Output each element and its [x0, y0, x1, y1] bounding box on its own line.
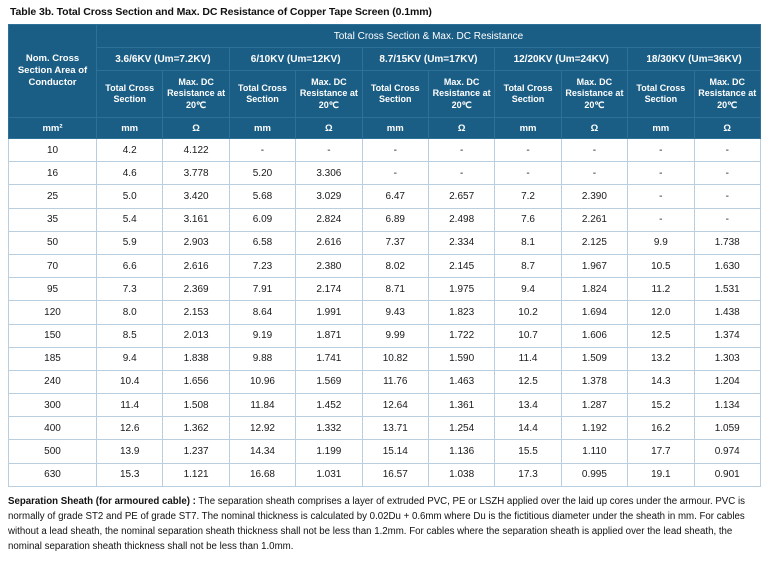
cell-total-cross-section: 11.76 — [362, 370, 428, 393]
cell-max-dc-resistance: - — [694, 162, 760, 185]
cell-max-dc-resistance: - — [694, 139, 760, 162]
cell-nom-cross-section: 120 — [9, 301, 97, 324]
cell-total-cross-section: - — [628, 139, 694, 162]
cell-total-cross-section: 9.19 — [229, 324, 295, 347]
cell-max-dc-resistance: 3.306 — [296, 162, 362, 185]
cell-total-cross-section: 15.14 — [362, 440, 428, 463]
sub-header-cross-4: Total Cross Section — [495, 71, 561, 118]
separation-sheath-note — [8, 494, 760, 554]
cell-total-cross-section: 16.57 — [362, 463, 428, 486]
table-body — [9, 139, 761, 487]
cell-total-cross-section: 7.6 — [495, 208, 561, 231]
cell-total-cross-section: - — [495, 139, 561, 162]
cell-total-cross-section: 7.23 — [229, 254, 295, 277]
voltage-group-4: 12/20KV (Um=24KV) — [495, 48, 628, 71]
cell-total-cross-section: 11.2 — [628, 278, 694, 301]
sub-header-resistance-5: Max. DC Resistance at 20℃ — [694, 71, 760, 118]
cell-max-dc-resistance: 0.974 — [694, 440, 760, 463]
cell-total-cross-section: 10.2 — [495, 301, 561, 324]
cell-max-dc-resistance: 2.498 — [428, 208, 494, 231]
cell-max-dc-resistance: 1.374 — [694, 324, 760, 347]
cell-total-cross-section: 11.4 — [97, 394, 163, 417]
cell-max-dc-resistance: 1.741 — [296, 347, 362, 370]
cell-nom-cross-section: 240 — [9, 370, 97, 393]
cell-max-dc-resistance: 2.380 — [296, 254, 362, 277]
cell-total-cross-section: 8.0 — [97, 301, 163, 324]
cell-max-dc-resistance: 2.616 — [163, 254, 229, 277]
cell-max-dc-resistance: - — [428, 139, 494, 162]
table-row — [9, 370, 761, 393]
unit-cross-5: mm — [628, 118, 694, 139]
cell-max-dc-resistance: 1.121 — [163, 463, 229, 486]
voltage-group-2: 6/10KV (Um=12KV) — [229, 48, 362, 71]
cell-total-cross-section: 7.3 — [97, 278, 163, 301]
cell-max-dc-resistance: 1.287 — [561, 394, 627, 417]
cell-total-cross-section: 13.4 — [495, 394, 561, 417]
cell-total-cross-section: 8.5 — [97, 324, 163, 347]
cell-total-cross-section: 8.64 — [229, 301, 295, 324]
cell-max-dc-resistance: 2.125 — [561, 231, 627, 254]
cell-max-dc-resistance: 1.630 — [694, 254, 760, 277]
cell-total-cross-section: 6.58 — [229, 231, 295, 254]
sub-header-cross-3: Total Cross Section — [362, 71, 428, 118]
sub-header-cross-2: Total Cross Section — [229, 71, 295, 118]
cell-max-dc-resistance: 1.823 — [428, 301, 494, 324]
cell-max-dc-resistance: 1.136 — [428, 440, 494, 463]
cell-max-dc-resistance: 1.192 — [561, 417, 627, 440]
cell-nom-cross-section: 630 — [9, 463, 97, 486]
cell-max-dc-resistance: 2.334 — [428, 231, 494, 254]
cell-max-dc-resistance: 2.174 — [296, 278, 362, 301]
cell-nom-cross-section: 95 — [9, 278, 97, 301]
cell-total-cross-section: 6.6 — [97, 254, 163, 277]
voltage-group-1: 3.6/6KV (Um=7.2KV) — [97, 48, 230, 71]
cell-total-cross-section: 13.71 — [362, 417, 428, 440]
cell-max-dc-resistance: 2.390 — [561, 185, 627, 208]
cell-max-dc-resistance: 1.569 — [296, 370, 362, 393]
cell-max-dc-resistance: 3.778 — [163, 162, 229, 185]
cell-max-dc-resistance: 2.261 — [561, 208, 627, 231]
cell-total-cross-section: 5.0 — [97, 185, 163, 208]
cell-max-dc-resistance: 1.059 — [694, 417, 760, 440]
header-row-units — [9, 118, 761, 139]
cell-max-dc-resistance: 1.463 — [428, 370, 494, 393]
sub-header-resistance-3: Max. DC Resistance at 20℃ — [428, 71, 494, 118]
cell-max-dc-resistance: 1.303 — [694, 347, 760, 370]
cell-max-dc-resistance: 1.991 — [296, 301, 362, 324]
cell-max-dc-resistance: 1.871 — [296, 324, 362, 347]
cell-total-cross-section: - — [362, 162, 428, 185]
unit-cross-2: mm — [229, 118, 295, 139]
cell-total-cross-section: 12.0 — [628, 301, 694, 324]
cell-total-cross-section: 9.88 — [229, 347, 295, 370]
cell-total-cross-section: 16.68 — [229, 463, 295, 486]
cell-total-cross-section: 9.4 — [495, 278, 561, 301]
cell-max-dc-resistance: 1.590 — [428, 347, 494, 370]
cell-total-cross-section: 9.99 — [362, 324, 428, 347]
cell-max-dc-resistance: 2.903 — [163, 231, 229, 254]
table-row — [9, 231, 761, 254]
cell-total-cross-section: 8.7 — [495, 254, 561, 277]
sub-header-cross-1: Total Cross Section — [97, 71, 163, 118]
cell-total-cross-section: - — [628, 208, 694, 231]
cell-max-dc-resistance: 1.110 — [561, 440, 627, 463]
cell-max-dc-resistance: 0.901 — [694, 463, 760, 486]
nom-cross-section-header: Nom. Cross Section Area of Conductor — [9, 25, 97, 118]
cell-total-cross-section: 9.4 — [97, 347, 163, 370]
cell-total-cross-section: - — [628, 162, 694, 185]
cell-max-dc-resistance: 3.420 — [163, 185, 229, 208]
cell-max-dc-resistance: - — [694, 185, 760, 208]
table-row — [9, 278, 761, 301]
cell-nom-cross-section: 400 — [9, 417, 97, 440]
cell-max-dc-resistance: 1.038 — [428, 463, 494, 486]
cell-max-dc-resistance: - — [694, 208, 760, 231]
cell-total-cross-section: 6.09 — [229, 208, 295, 231]
cell-total-cross-section: 16.2 — [628, 417, 694, 440]
cell-max-dc-resistance: 2.145 — [428, 254, 494, 277]
cell-total-cross-section: 15.5 — [495, 440, 561, 463]
cell-total-cross-section: - — [495, 162, 561, 185]
table-row — [9, 208, 761, 231]
cell-max-dc-resistance: 2.824 — [296, 208, 362, 231]
cell-total-cross-section: 13.9 — [97, 440, 163, 463]
cell-total-cross-section: 5.20 — [229, 162, 295, 185]
cell-total-cross-section: 10.7 — [495, 324, 561, 347]
table-row — [9, 301, 761, 324]
cell-max-dc-resistance: 1.237 — [163, 440, 229, 463]
cell-total-cross-section: 8.71 — [362, 278, 428, 301]
cell-total-cross-section: 10.96 — [229, 370, 295, 393]
table-row — [9, 347, 761, 370]
table-row — [9, 394, 761, 417]
cell-total-cross-section: - — [628, 185, 694, 208]
cell-max-dc-resistance: - — [561, 162, 627, 185]
cell-total-cross-section: 12.5 — [628, 324, 694, 347]
cell-total-cross-section: 5.68 — [229, 185, 295, 208]
cell-total-cross-section: 9.43 — [362, 301, 428, 324]
cell-max-dc-resistance: 0.995 — [561, 463, 627, 486]
cell-max-dc-resistance: 1.378 — [561, 370, 627, 393]
cell-max-dc-resistance: - — [428, 162, 494, 185]
cell-total-cross-section: 14.4 — [495, 417, 561, 440]
cell-total-cross-section: 7.37 — [362, 231, 428, 254]
sub-header-resistance-4: Max. DC Resistance at 20℃ — [561, 71, 627, 118]
cell-max-dc-resistance: 1.204 — [694, 370, 760, 393]
cell-max-dc-resistance: 1.531 — [694, 278, 760, 301]
cell-total-cross-section: - — [229, 139, 295, 162]
cell-max-dc-resistance: 1.975 — [428, 278, 494, 301]
cell-max-dc-resistance: 1.606 — [561, 324, 627, 347]
cell-total-cross-section: 14.34 — [229, 440, 295, 463]
cell-total-cross-section: 7.2 — [495, 185, 561, 208]
cell-max-dc-resistance: 1.738 — [694, 231, 760, 254]
cell-max-dc-resistance: 3.029 — [296, 185, 362, 208]
cell-max-dc-resistance: 1.452 — [296, 394, 362, 417]
cell-max-dc-resistance: 1.362 — [163, 417, 229, 440]
page-title: Table 3b. Total Cross Section and Max. DC Resistance of Copper Tape Screen (0.1mm) — [10, 6, 432, 18]
cross-section-table — [8, 24, 761, 487]
cell-total-cross-section: 6.89 — [362, 208, 428, 231]
cell-max-dc-resistance: 1.031 — [296, 463, 362, 486]
cell-max-dc-resistance: 1.134 — [694, 394, 760, 417]
unit-ohm-3: Ω — [428, 118, 494, 139]
cell-max-dc-resistance: 1.722 — [428, 324, 494, 347]
cell-max-dc-resistance: 1.199 — [296, 440, 362, 463]
cell-nom-cross-section: 35 — [9, 208, 97, 231]
cell-max-dc-resistance: 1.508 — [163, 394, 229, 417]
cell-max-dc-resistance: 4.122 — [163, 139, 229, 162]
cell-total-cross-section: 11.84 — [229, 394, 295, 417]
cell-total-cross-section: 15.3 — [97, 463, 163, 486]
cell-max-dc-resistance: 1.967 — [561, 254, 627, 277]
unit-ohm-4: Ω — [561, 118, 627, 139]
unit-ohm-2: Ω — [296, 118, 362, 139]
unit-ohm-5: Ω — [694, 118, 760, 139]
cell-max-dc-resistance: 1.361 — [428, 394, 494, 417]
cell-total-cross-section: 12.6 — [97, 417, 163, 440]
cell-max-dc-resistance: 2.369 — [163, 278, 229, 301]
cell-total-cross-section: 5.4 — [97, 208, 163, 231]
cell-max-dc-resistance: 2.616 — [296, 231, 362, 254]
unit-nom: mm² — [9, 118, 97, 139]
cell-total-cross-section: 10.82 — [362, 347, 428, 370]
unit-cross-3: mm — [362, 118, 428, 139]
unit-cross-4: mm — [495, 118, 561, 139]
cell-total-cross-section: 12.5 — [495, 370, 561, 393]
cell-max-dc-resistance: 1.438 — [694, 301, 760, 324]
cell-total-cross-section: 9.9 — [628, 231, 694, 254]
cell-nom-cross-section: 300 — [9, 394, 97, 417]
cell-max-dc-resistance: 1.838 — [163, 347, 229, 370]
cell-max-dc-resistance: 2.153 — [163, 301, 229, 324]
cell-total-cross-section: 4.6 — [97, 162, 163, 185]
cell-max-dc-resistance: 1.254 — [428, 417, 494, 440]
cell-max-dc-resistance: 1.656 — [163, 370, 229, 393]
cell-max-dc-resistance: 1.509 — [561, 347, 627, 370]
cell-max-dc-resistance: 3.161 — [163, 208, 229, 231]
cell-total-cross-section: 11.4 — [495, 347, 561, 370]
cell-total-cross-section: 17.7 — [628, 440, 694, 463]
cell-total-cross-section: 5.9 — [97, 231, 163, 254]
table-row — [9, 324, 761, 347]
cell-total-cross-section: 12.92 — [229, 417, 295, 440]
cell-total-cross-section: - — [362, 139, 428, 162]
sub-header-cross-5: Total Cross Section — [628, 71, 694, 118]
cell-total-cross-section: 12.64 — [362, 394, 428, 417]
cell-total-cross-section: 7.91 — [229, 278, 295, 301]
cell-max-dc-resistance: 2.657 — [428, 185, 494, 208]
cell-nom-cross-section: 16 — [9, 162, 97, 185]
cell-nom-cross-section: 25 — [9, 185, 97, 208]
cell-total-cross-section: 8.1 — [495, 231, 561, 254]
cell-max-dc-resistance: 1.824 — [561, 278, 627, 301]
cell-total-cross-section: 17.3 — [495, 463, 561, 486]
table-row — [9, 254, 761, 277]
table-row — [9, 417, 761, 440]
note-lead: Separation Sheath (for armoured cable) : — [8, 495, 196, 507]
cell-max-dc-resistance: - — [296, 139, 362, 162]
unit-cross-1: mm — [97, 118, 163, 139]
header-row-span — [9, 25, 761, 48]
table-row — [9, 440, 761, 463]
header-row-sub — [9, 71, 761, 118]
table-row — [9, 162, 761, 185]
cell-max-dc-resistance: 2.013 — [163, 324, 229, 347]
cell-total-cross-section: 15.2 — [628, 394, 694, 417]
cell-nom-cross-section: 10 — [9, 139, 97, 162]
unit-ohm-1: Ω — [163, 118, 229, 139]
cell-nom-cross-section: 150 — [9, 324, 97, 347]
cell-total-cross-section: 13.2 — [628, 347, 694, 370]
cell-total-cross-section: 6.47 — [362, 185, 428, 208]
cell-max-dc-resistance: - — [561, 139, 627, 162]
cell-nom-cross-section: 70 — [9, 254, 97, 277]
note-body: The separation sheath comprises a layer of extruded PVC, PE or LSZH applied over the laid up cores under the armour. PVC is normally of grade ST2 and PE of grade ST7. The nominal thickness is calculated by 0.02Du + 0.6mm where Du is the fictitious diameter under the sheath in mm. For cables without a lead sheath, the nominal separation sheath thickness shall not be less than 1.2mm. For cables where the separation sheath is applied over the lead sheath, the nominal separation sheath thickness shall not be less than 1.0mm. — [8, 495, 745, 552]
table-row — [9, 463, 761, 486]
voltage-group-3: 8.7/15KV (Um=17KV) — [362, 48, 495, 71]
cell-max-dc-resistance: 1.332 — [296, 417, 362, 440]
cell-total-cross-section: 10.4 — [97, 370, 163, 393]
voltage-group-5: 18/30KV (Um=36KV) — [628, 48, 761, 71]
header-row-voltage — [9, 48, 761, 71]
cell-total-cross-section: 10.5 — [628, 254, 694, 277]
cell-nom-cross-section: 500 — [9, 440, 97, 463]
sub-header-resistance-1: Max. DC Resistance at 20℃ — [163, 71, 229, 118]
cell-nom-cross-section: 50 — [9, 231, 97, 254]
cell-total-cross-section: 14.3 — [628, 370, 694, 393]
table-row — [9, 139, 761, 162]
cell-total-cross-section: 19.1 — [628, 463, 694, 486]
table-span-header: Total Cross Section & Max. DC Resistance — [97, 25, 761, 48]
cell-nom-cross-section: 185 — [9, 347, 97, 370]
table-header — [9, 25, 761, 139]
cell-max-dc-resistance: 1.694 — [561, 301, 627, 324]
cell-total-cross-section: 4.2 — [97, 139, 163, 162]
cell-total-cross-section: 8.02 — [362, 254, 428, 277]
table-row — [9, 185, 761, 208]
sub-header-resistance-2: Max. DC Resistance at 20℃ — [296, 71, 362, 118]
